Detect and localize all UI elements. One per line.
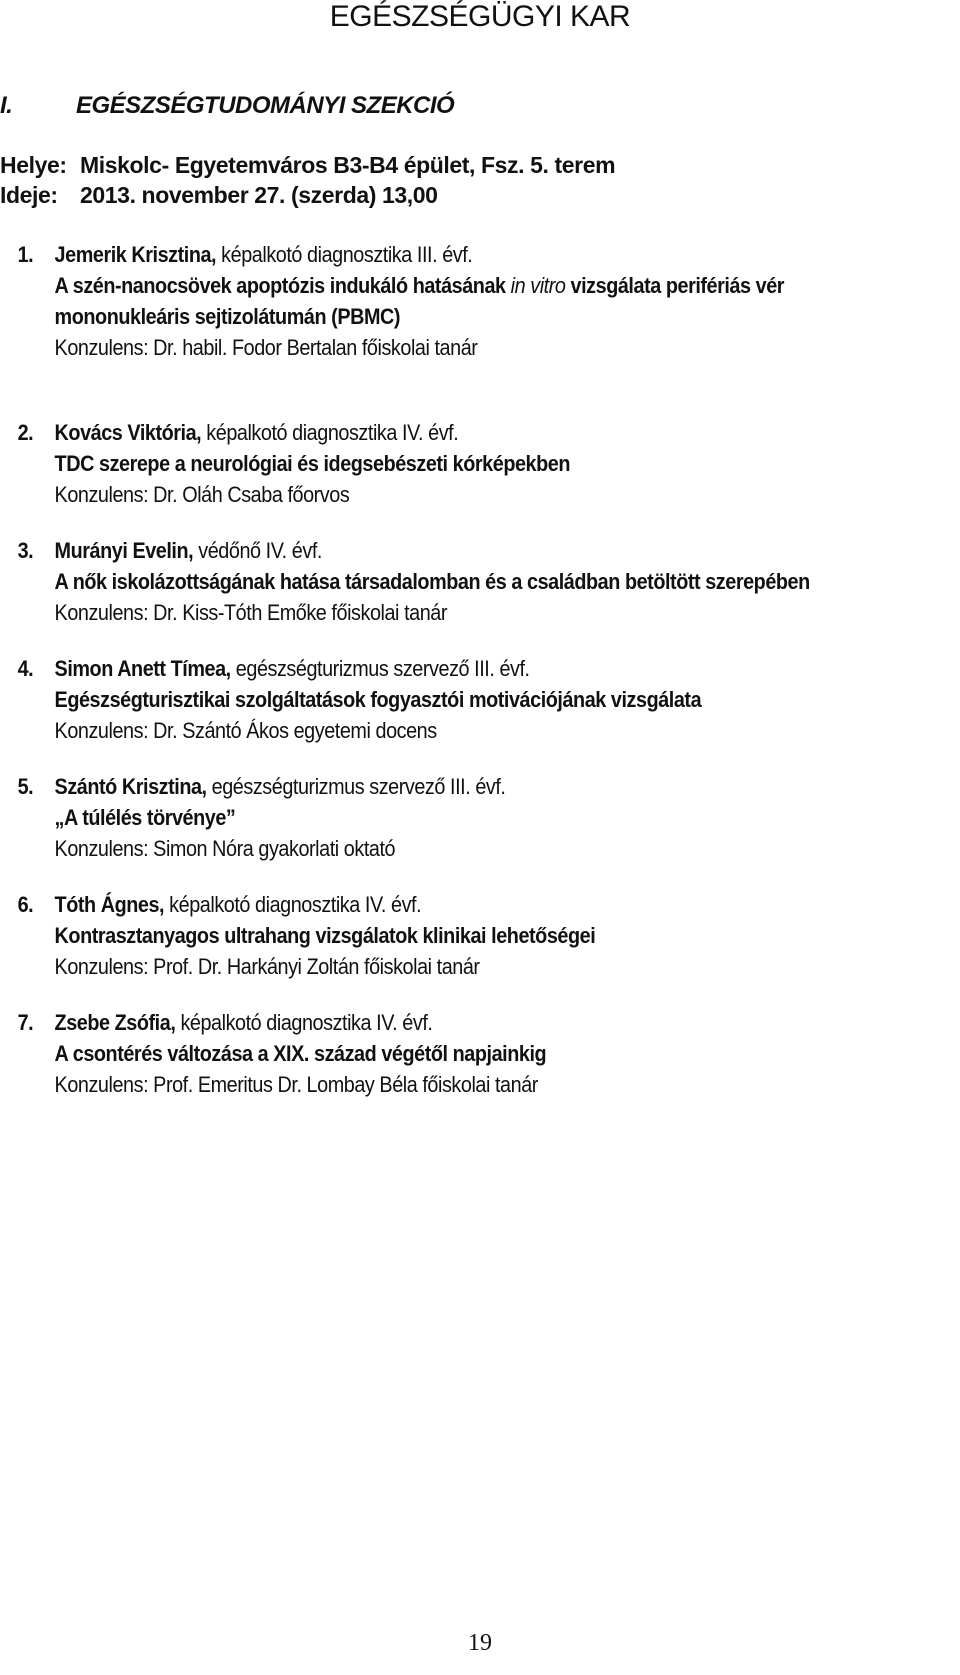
- presenter-name: Szántó Krisztina,: [54, 774, 207, 799]
- presenter-program: egészségturizmus szervező III. évf.: [230, 656, 530, 681]
- entry-number: 2.: [17, 420, 34, 445]
- time-value: 2013. november 27. (szerda) 13,00: [80, 182, 438, 208]
- section-number: I.: [0, 92, 13, 119]
- presenter-name: Zsebe Zsófia,: [54, 1010, 176, 1035]
- entry-number: 7.: [17, 1010, 34, 1035]
- venue-value: Miskolc- Egyetemváros B3-B4 épület, Fsz. 5. terem: [80, 152, 616, 178]
- presentation-title: A csontérés változása a XIX. század végétől napjainkig: [54, 1041, 547, 1066]
- advisor-line: Konzulens: Prof. Emeritus Dr. Lombay Béla főiskolai tanár: [54, 1072, 538, 1097]
- time-line: [0, 182, 438, 209]
- presenter-program: képalkotó diagnosztika IV. évf.: [201, 420, 459, 445]
- venue-label: Helye:: [0, 152, 67, 178]
- advisor-line: Konzulens: Dr. Kiss-Tóth Emőke főiskolai tanár: [54, 600, 447, 625]
- presentation-entry: [0, 771, 960, 864]
- presenter-name: Jemerik Krisztina,: [54, 242, 217, 267]
- advisor-line: Konzulens: Dr. Szántó Ákos egyetemi docens: [54, 718, 437, 743]
- presentation-title-part: vizsgálata perifériás vér: [565, 273, 785, 298]
- presenter-program: védőnő IV. évf.: [193, 538, 322, 563]
- presenter-name: Simon Anett Tímea,: [54, 656, 231, 681]
- presentation-entry: [0, 889, 960, 982]
- advisor-line: Konzulens: Simon Nóra gyakorlati oktató: [54, 836, 396, 861]
- presentation-title-part: A szén-nanocsövek apoptózis indukáló hatásának: [54, 273, 511, 298]
- presentation-title: Egészségturisztikai szolgáltatások fogyasztói motivációjának vizsgálata: [54, 687, 702, 712]
- presenter-program: képalkotó diagnosztika IV. évf.: [164, 892, 422, 917]
- presentation-entry: [0, 239, 960, 363]
- presenter-name: Murányi Evelin,: [54, 538, 194, 563]
- entry-number: 3.: [17, 538, 34, 563]
- section-title: EGÉSZSÉGTUDOMÁNYI SZEKCIÓ: [76, 92, 455, 119]
- presentation-title: TDC szerepe a neurológiai és idegsebészeti kórképekben: [54, 451, 570, 476]
- presentation-entry: [0, 535, 960, 628]
- advisor-line: Konzulens: Dr. habil. Fodor Bertalan főiskolai tanár: [54, 335, 478, 360]
- presentation-title-line2: mononukleáris sejtizolátumán (PBMC): [54, 304, 401, 329]
- presentation-title: [0, 270, 845, 301]
- presenter-name: Kovács Viktória,: [54, 420, 202, 445]
- faculty-title: EGÉSZSÉGÜGYI KAR: [329, 0, 631, 33]
- presenter-name: Tóth Ágnes,: [54, 892, 165, 917]
- presenter-program: egészségturizmus szervező III. évf.: [206, 774, 506, 799]
- entry-number: 6.: [17, 892, 34, 917]
- page-number: 19: [468, 1630, 492, 1656]
- presentation-title: „A túlélés törvénye”: [54, 805, 236, 830]
- presentation-entry: [0, 653, 960, 746]
- time-label: Ideje:: [0, 182, 58, 208]
- presenter-program: képalkotó diagnosztika III. évf.: [216, 242, 473, 267]
- presenter-program: képalkotó diagnosztika IV. évf.: [175, 1010, 433, 1035]
- presentation-title: Kontrasztanyagos ultrahang vizsgálatok klinikai lehetőségei: [54, 923, 596, 948]
- venue-line: [0, 152, 615, 179]
- presentation-title-italic: in vitro: [510, 273, 566, 298]
- presentation-title: A nők iskolázottságának hatása társadalomban és a családban betöltött szerepében: [54, 569, 810, 594]
- advisor-line: Konzulens: Dr. Oláh Csaba főorvos: [54, 482, 350, 507]
- entry-number: 4.: [17, 656, 34, 681]
- section-heading: [0, 92, 454, 120]
- presentation-entry: [0, 1007, 960, 1100]
- advisor-line: Konzulens: Prof. Dr. Harkányi Zoltán főiskolai tanár: [54, 954, 480, 979]
- entry-number: 5.: [17, 774, 34, 799]
- entry-number: 1.: [17, 242, 34, 267]
- presentation-entry: [0, 417, 960, 510]
